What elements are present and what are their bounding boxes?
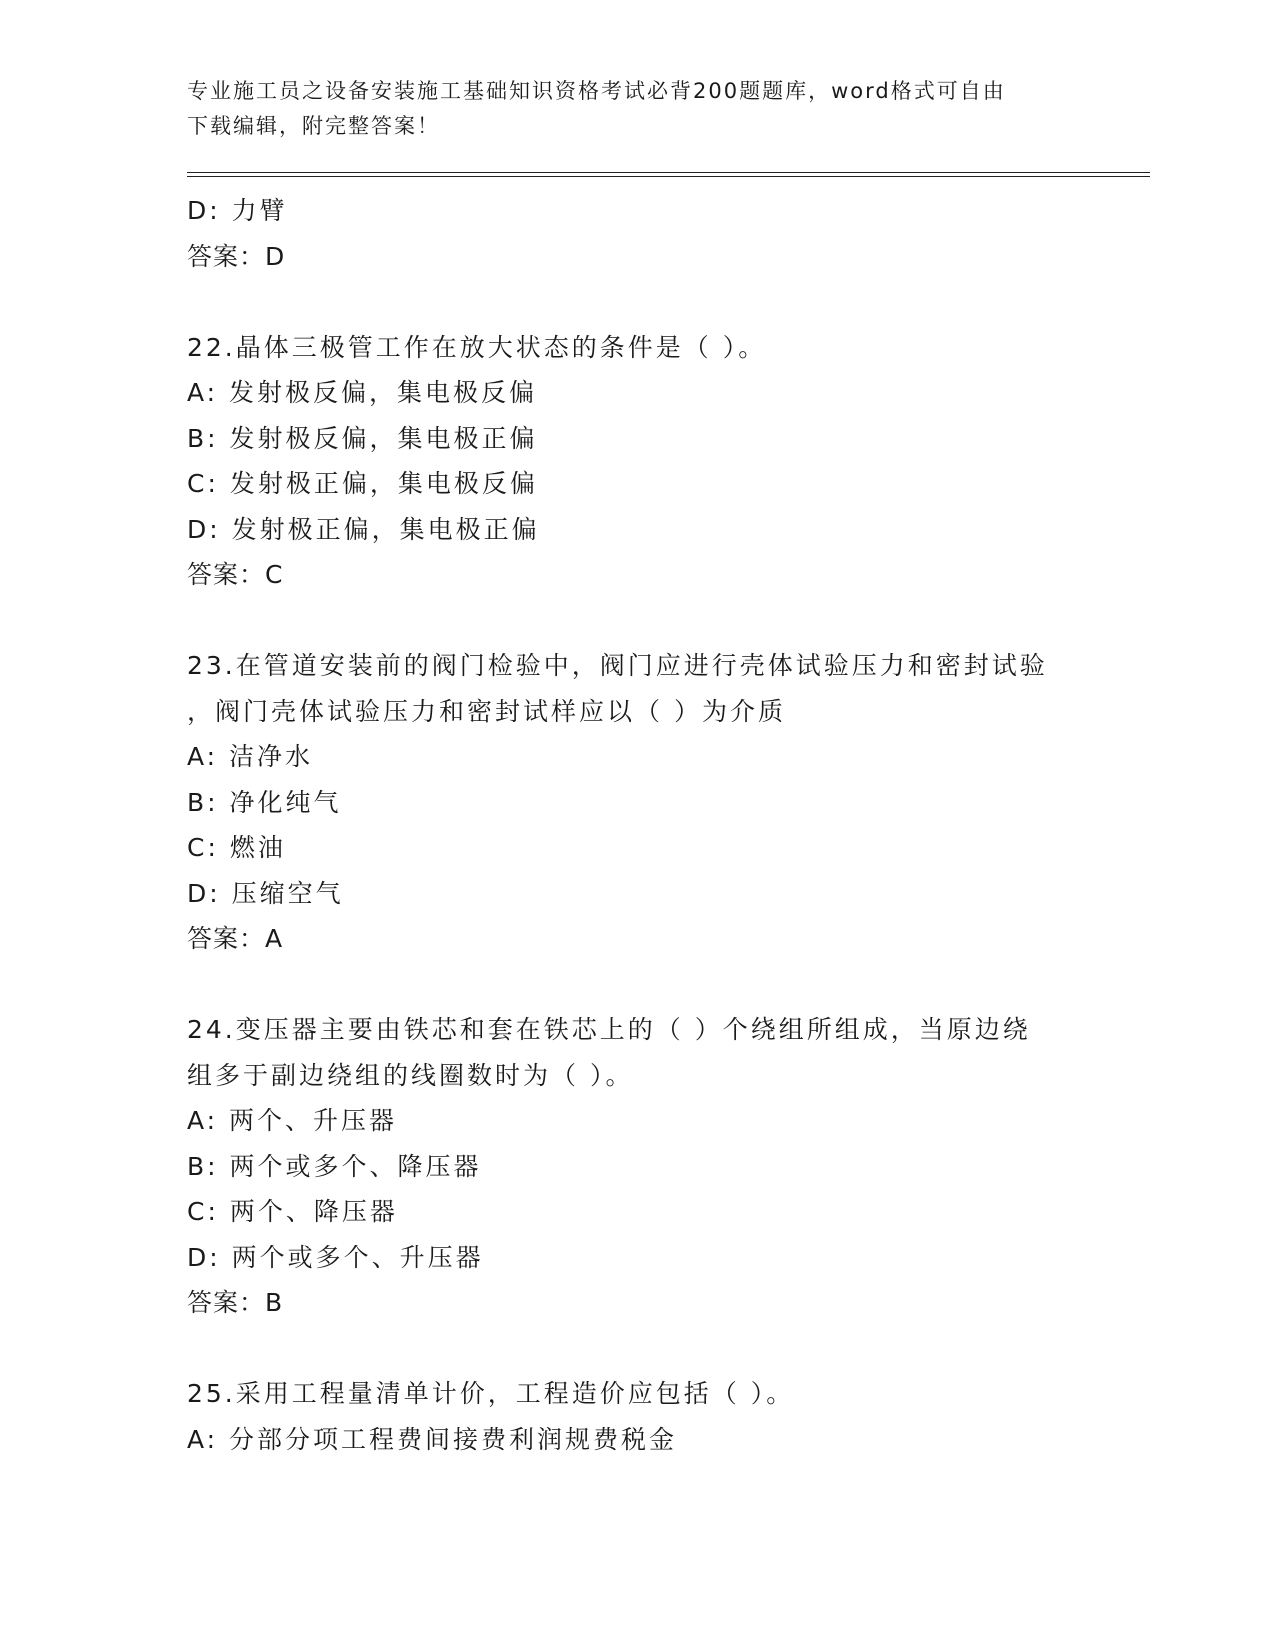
option-line: A: 洁净水: [187, 742, 314, 771]
option-line: A: 两个、升压器: [187, 1106, 398, 1135]
question-block: [187, 188, 1087, 279]
block-spacer: [187, 598, 1087, 644]
option-line: C: 两个、降压器: [187, 1197, 398, 1226]
document-header: [187, 74, 1067, 144]
option-line: B: 两个或多个、降压器: [187, 1151, 482, 1181]
header-line-1: 专业施工员之设备安装施工基础知识资格考试必背200题题库，word格式可自由: [187, 79, 1006, 103]
option-line: D: 压缩空气: [187, 878, 344, 908]
question-stem: 25.采用工程量清单计价，工程造价应包括（ ）。: [187, 1379, 795, 1408]
question-block: [187, 643, 1087, 962]
option-line: B: 发射极反偏，集电极正偏: [187, 423, 538, 453]
header-line-2: 下载编辑，附完整答案！: [187, 114, 440, 138]
answer-line: 答案：D: [187, 241, 286, 271]
block-spacer: [187, 279, 1087, 325]
question-block: [187, 325, 1087, 598]
question-stem: 22.晶体三极管工作在放大状态的条件是（ ）。: [187, 332, 767, 362]
block-spacer: [187, 962, 1087, 1008]
answer-line: 答案：C: [187, 560, 284, 589]
question-block: [187, 1007, 1087, 1326]
header-divider-bottom: [187, 176, 1150, 177]
option-line: D: 发射极正偏，集电极正偏: [187, 514, 540, 544]
question-stem: 23.在管道安装前的阀门检验中，阀门应进行壳体试验压力和密封试验: [187, 651, 1048, 680]
question-stem-continued: ，阀门壳体试验压力和密封试样应以（ ）为介质: [187, 696, 786, 726]
answer-line: 答案：B: [187, 1288, 284, 1317]
option-line: B: 净化纯气: [187, 787, 342, 817]
question-stem-continued: 组多于副边绕组的线圈数时为（ ）。: [187, 1060, 634, 1090]
question-content: [187, 188, 1087, 1462]
option-line: C: 发射极正偏，集电极反偏: [187, 469, 538, 498]
question-stem: 24.变压器主要由铁芯和套在铁芯上的（ ）个绕组所组成，当原边绕: [187, 1015, 1031, 1044]
question-block: [187, 1371, 1087, 1462]
answer-line: 答案：A: [187, 924, 284, 953]
option-line: D: 两个或多个、升压器: [187, 1242, 484, 1272]
option-line: A: 分部分项工程费间接费利润规费税金: [187, 1424, 678, 1454]
block-spacer: [187, 1326, 1087, 1372]
header-divider-top: [187, 172, 1150, 173]
option-line: C: 燃油: [187, 833, 286, 862]
option-line: A: 发射极反偏，集电极反偏: [187, 378, 538, 407]
option-line: D: 力臂: [187, 196, 288, 225]
